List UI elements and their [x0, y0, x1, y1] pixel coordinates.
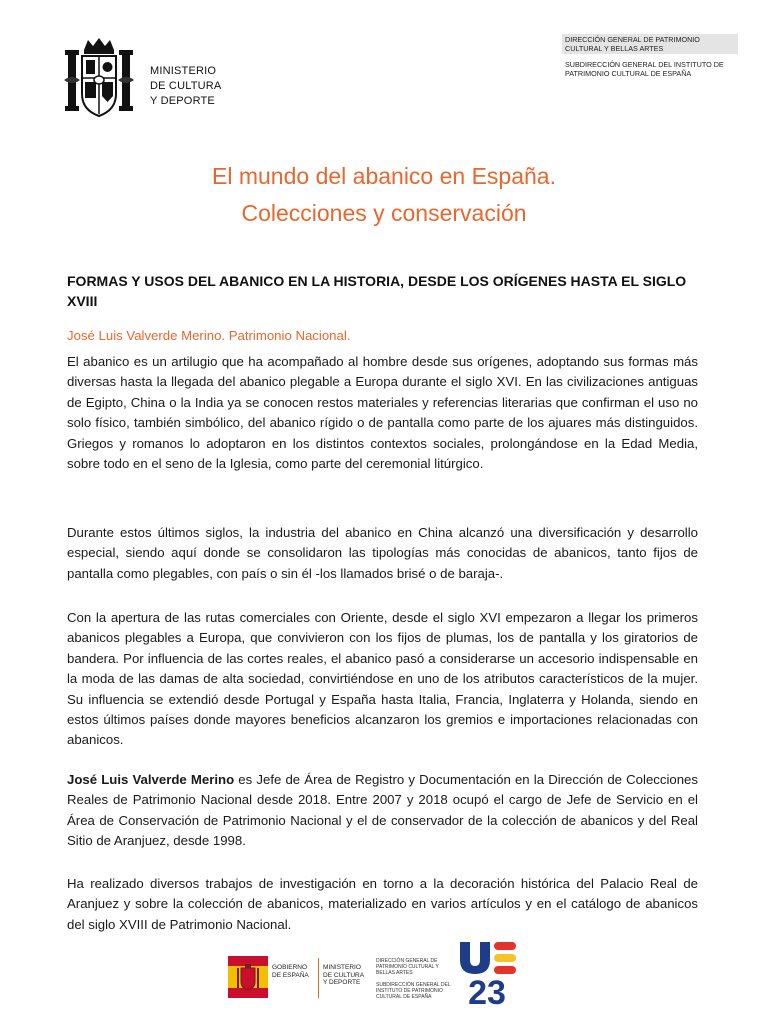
ministry-line-1: MINISTERIO [150, 65, 217, 77]
paragraph-4 [67, 770, 698, 852]
ministry-line-3: Y DEPORTE [150, 95, 215, 107]
ministry-name [150, 64, 221, 109]
ministry-line-2: DE CULTURA [150, 80, 222, 92]
ue23-presidency-logo [456, 940, 518, 1006]
footer-ministry-line-2: DE CULTURA [323, 971, 365, 979]
coat-of-arms-logo [62, 36, 136, 122]
directorate-label: DIRECCIÓN GENERAL DE PATRIMONIO CULTURAL Y BELLAS ARTES [562, 34, 738, 54]
paragraph-3: Con la apertura de las rutas comerciales con Oriente, desde el siglo XVI empezaron a llegar los primeros abanicos plegables a Europa, que convivieron con los fijos de plumas, los de pantalla y los giratorios de bandera. Por influencia de las cortes reales, el abanico pasó a considerarse un accesorio indispensable en la moda de las damas de alta sociedad, convirtiéndose en uno de los atributos característicos de la mujer. Su influencia se extendió desde Portugal y España hasta Italia, Francia, Inglaterra y Holanda, siendo en estos últimos países donde mayores beneficios alcanzaron los gremios e importaciones relacionadas con abanicos. [67, 610, 698, 748]
paragraph-5: Ha realizado diversos trabajos de investigación en torno a la decoración histórica del Palacio Real de Aranjuez y sobre la colección de abanicos, materializado en varios artículos y en el catálogo de abanicos del siglo XVIII de Patrimonio Nacional. [67, 876, 698, 932]
footer-divider [318, 958, 319, 998]
footer-ministry-line-3: Y DEPORTE [323, 979, 361, 986]
footer-ministry-line-1: MINISTERIO [323, 964, 361, 971]
ue23-number: 23 [468, 974, 506, 1006]
paragraph-4-text: es Jefe de Área de Registro y Documentación en la Dirección de Colecciones Reales de Patrimonio Nacional desde 2018. Entre 2007 y 2018 ocupó el cargo de Jefe de Servicio en el Área de Conservación de Patrimonio Nacional y el de conservador de la colección de abanicos y del Real Sitio de Aranjuez, desde 1998. [67, 772, 698, 849]
page-title [0, 158, 768, 232]
section-heading: FORMAS Y USOS DEL ABANICO EN LA HISTORIA, DESDE LOS ORÍGENES HASTA EL SIGLO XVIII [67, 273, 687, 309]
title-line-2: Colecciones y conservación [241, 200, 527, 226]
footer-ministry-label [323, 964, 364, 987]
header-directorate-block [562, 34, 738, 78]
footer-government-label [272, 964, 309, 979]
footer-directorate-label: DIRECCIÓN GENERAL DE PATRIMONIO CULTURAL Y BELLAS ARTES [376, 958, 439, 976]
footer-subdirectorate-label: SUBDIRECCIÓN GENERAL DEL INSTITUTO DE PATRIMONIO CULTURAL DE ESPAÑA [376, 982, 451, 1000]
title-line-1: El mundo del abanico en España. [212, 163, 556, 189]
author-line: José Luis Valverde Merino. Patrimonio Nacional. [67, 328, 351, 343]
subdirectorate-label: SUBDIRECCIÓN GENERAL DEL INSTITUTO DE PATRIMONIO CULTURAL DE ESPAÑA [565, 60, 724, 78]
footer-crest-logo [228, 956, 268, 998]
footer-gov-line-1: GOBIERNO [272, 964, 308, 971]
paragraph-1: El abanico es un artilugio que ha acompañado al hombre desde sus orígenes, adoptando sus formas más diversas hasta la llegada del abanico plegable a Europa durante el siglo XVI. En las civilizaciones antiguas de Egipto, China o la India ya se conocen restos materiales y referencias literarias que confirman el uso no solo físico, también simbólico, del abanico rígido o de pantalla como parte de los ajuares más distinguidos. Griegos y romanos lo adoptaron en los distintos contextos sociales, prolongándose en la Edad Media, sobre todo en el seno de la Iglesia, como parte del ceremonial litúrgico. [67, 354, 698, 472]
author-name-bold: José Luis Valverde Merino [67, 772, 235, 787]
footer-logos [228, 950, 450, 1010]
paragraph-2: Durante estos últimos siglos, la industria del abanico en China alcanzó una diversificación y desarrollo especial, siendo aquí donde se consolidaron las tipologías más conocidas de abanicos, tanto fijos de pantalla como plegables, con país o sin él -los llamados brisé o de baraja-. [67, 525, 698, 581]
footer-gov-line-2: DE ESPAÑA [272, 971, 309, 979]
